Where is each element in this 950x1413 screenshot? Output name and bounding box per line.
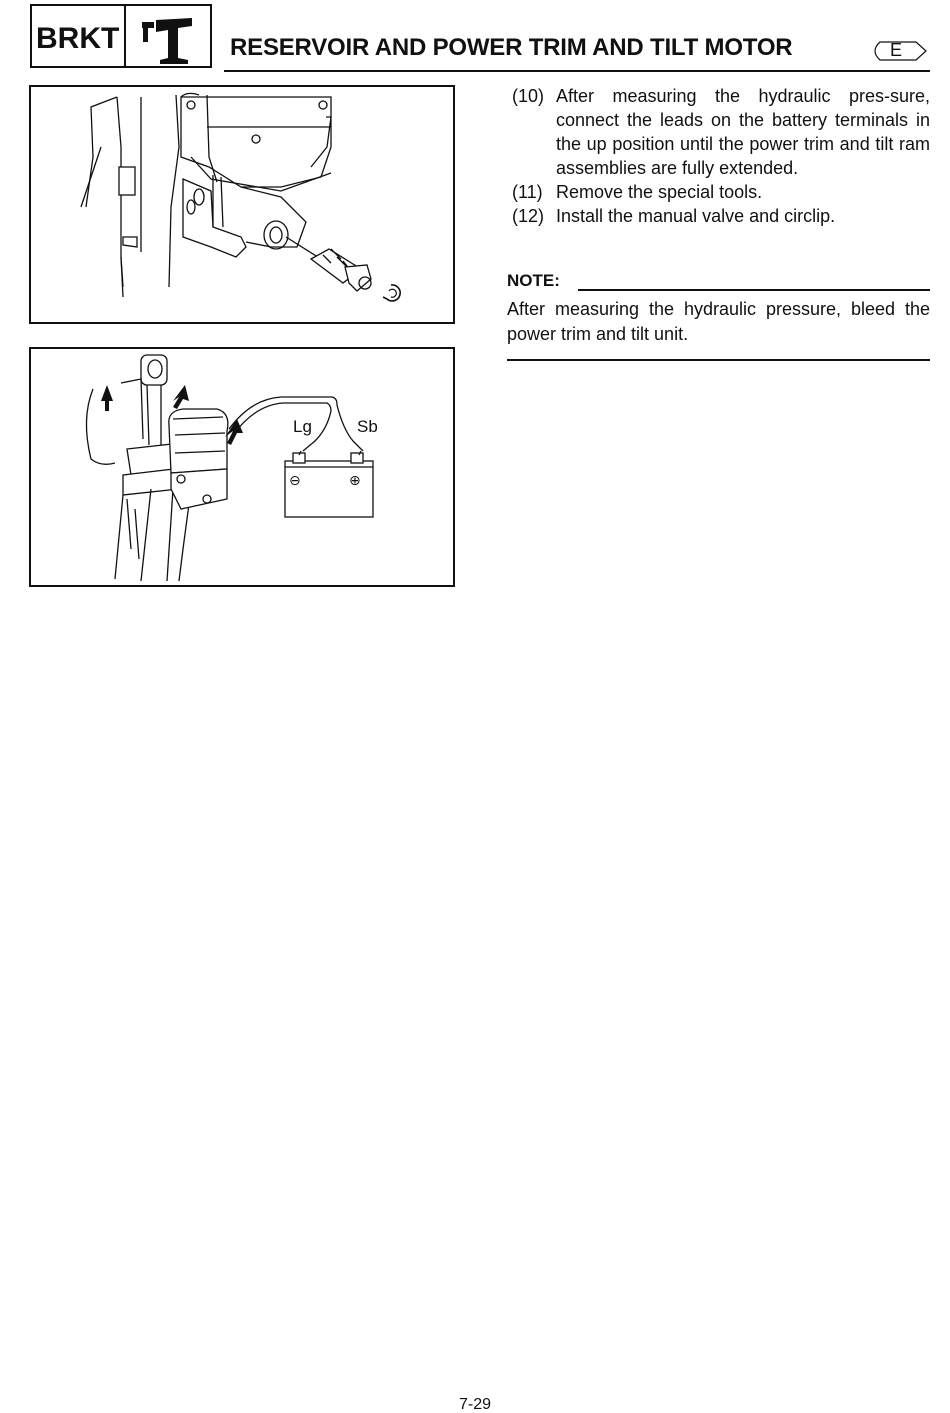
- step-number: (12): [512, 206, 545, 226]
- figure-battery-connection: [29, 347, 455, 587]
- section-tag-label: BRKT: [32, 6, 126, 66]
- note-end-rule: [507, 359, 930, 361]
- lead-label-sb: Sb: [357, 417, 378, 436]
- lead-label-lg: Lg: [293, 417, 312, 436]
- page-number: 7-29: [459, 1396, 492, 1413]
- battery-negative-terminal: ⊖: [289, 473, 301, 489]
- figure-manual-valve: [29, 85, 455, 324]
- battery-positive-terminal: ⊕: [349, 473, 361, 489]
- title-underline: [224, 70, 930, 72]
- bracket-section-icon: [126, 6, 210, 66]
- note-text: After measuring the hydraulic pressure, bleed the power trim and tilt unit.: [507, 299, 930, 344]
- step-item: [512, 84, 930, 180]
- step-text: After measuring the hydraulic pres-sure, connect the leads on the battery terminals in the up position until the power trim and tilt ram assemblies are fully extended.: [556, 86, 930, 178]
- step-item: [512, 180, 930, 204]
- step-text: Install the manual valve and circlip.: [556, 206, 836, 226]
- manual-valve-removal-illustration: [31, 87, 453, 322]
- language-badge-label: E: [890, 40, 903, 60]
- step-text: Remove the special tools.: [556, 182, 763, 202]
- step-number: (10): [512, 86, 545, 106]
- procedure-steps: [512, 84, 930, 228]
- page-title: RESERVOIR AND POWER TRIM AND TILT MOTOR: [230, 34, 793, 61]
- step-number: (11): [512, 182, 543, 202]
- step-item: [512, 204, 930, 228]
- language-badge: [866, 38, 928, 64]
- note-label: NOTE:: [507, 271, 560, 290]
- power-trim-tilt-battery-illustration: [31, 349, 453, 585]
- note-rule: [578, 289, 930, 291]
- section-tag: [30, 4, 212, 68]
